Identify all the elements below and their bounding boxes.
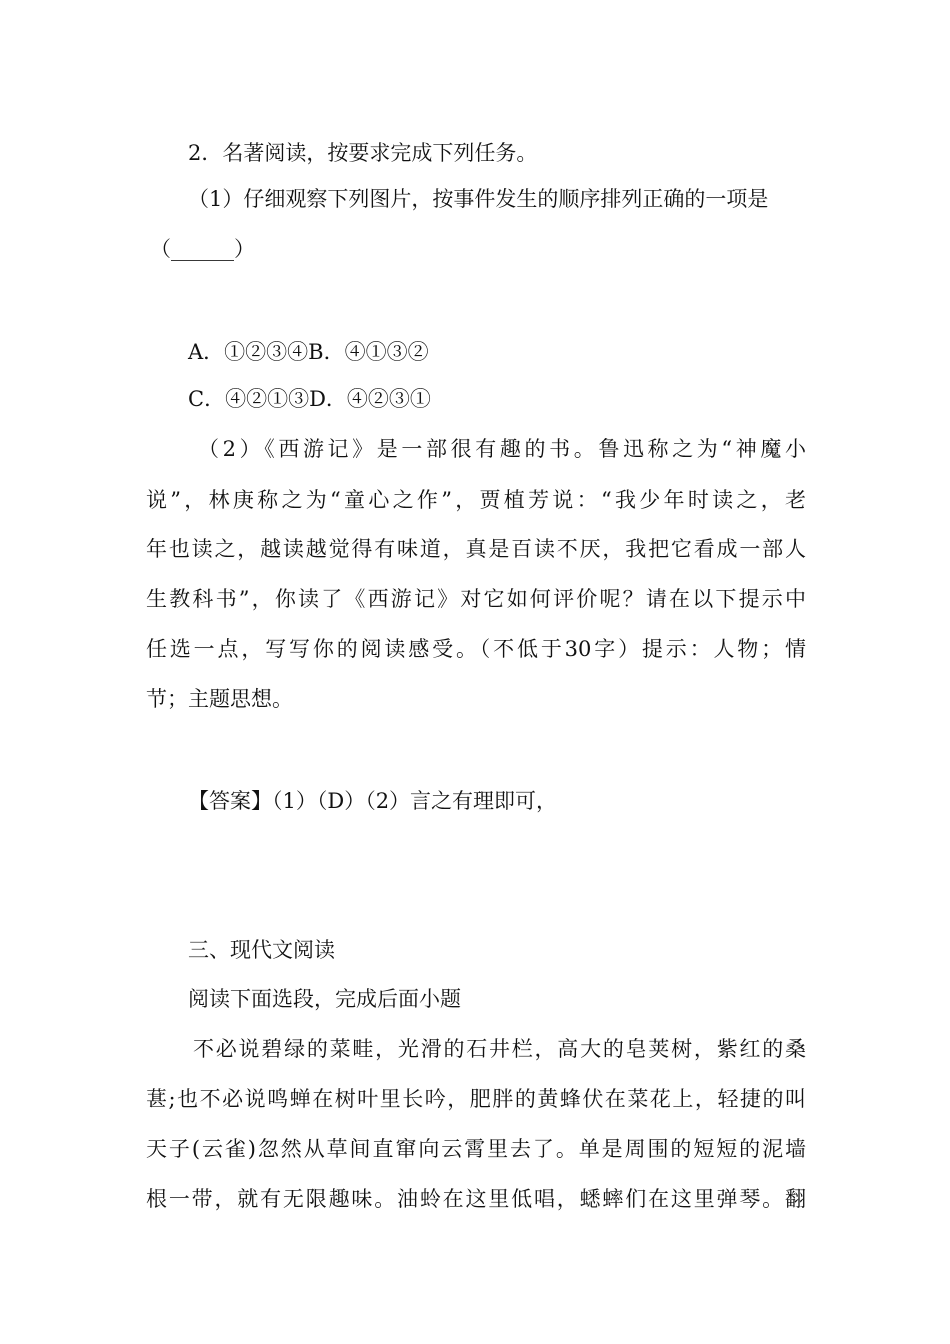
passage-line-2: 葚;也不必说鸣蝉在树叶里长吟，肥胖的黄蜂伏在菜花上，轻捷的叫 <box>146 1087 806 1111</box>
section-3-heading: 三、现代文阅读 <box>188 938 335 962</box>
passage-line-1: 不必说碧绿的菜畦，光滑的石井栏，高大的皂荚树，紫红的桑 <box>193 1037 806 1061</box>
answer-blank: （______） <box>150 237 255 261</box>
sub-question-2-line-3: 年也读之，越读越觉得有味道，真是百读不厌，我把它看成一部人 <box>146 537 806 561</box>
passage-line-4: 根一带，就有无限趣味。油蛉在这里低唱，蟋蟀们在这里弹琴。翻 <box>146 1187 806 1211</box>
sub-question-2-line-5: 任选一点，写写你的阅读感受。（不低于30字）提示：人物；情 <box>146 637 806 661</box>
answer-line: 【答案】（1）（D）（2）言之有理即可， <box>188 789 558 813</box>
sub-question-2-line-2: 说”，林庚称之为“童心之作”，贾植芳说：“我少年时读之，老 <box>146 488 806 512</box>
section-3-instruction: 阅读下面选段，完成后面小题 <box>188 987 461 1011</box>
question-2-title: 2．名著阅读，按要求完成下列任务。 <box>188 141 538 165</box>
sub-question-1-line-1: （1）仔细观察下列图片，按事件发生的顺序排列正确的一项是 <box>188 187 769 211</box>
sub-question-2-line-4: 生教科书”，你读了《西游记》对它如何评价呢？请在以下提示中 <box>146 587 806 611</box>
sub-question-2-line-6: 节；主题思想。 <box>146 687 293 711</box>
options-line-1: A．①②③④B．④①③② <box>188 340 429 364</box>
passage-line-3: 天子(云雀)忽然从草间直窜向云霄里去了。单是周围的短短的泥墙 <box>146 1137 806 1161</box>
sub-question-2-line-1: （2）《西游记》是一部很有趣的书。鲁迅称之为“神魔小 <box>198 437 806 461</box>
options-line-2: C．④②①③D．④②③① <box>188 387 431 411</box>
